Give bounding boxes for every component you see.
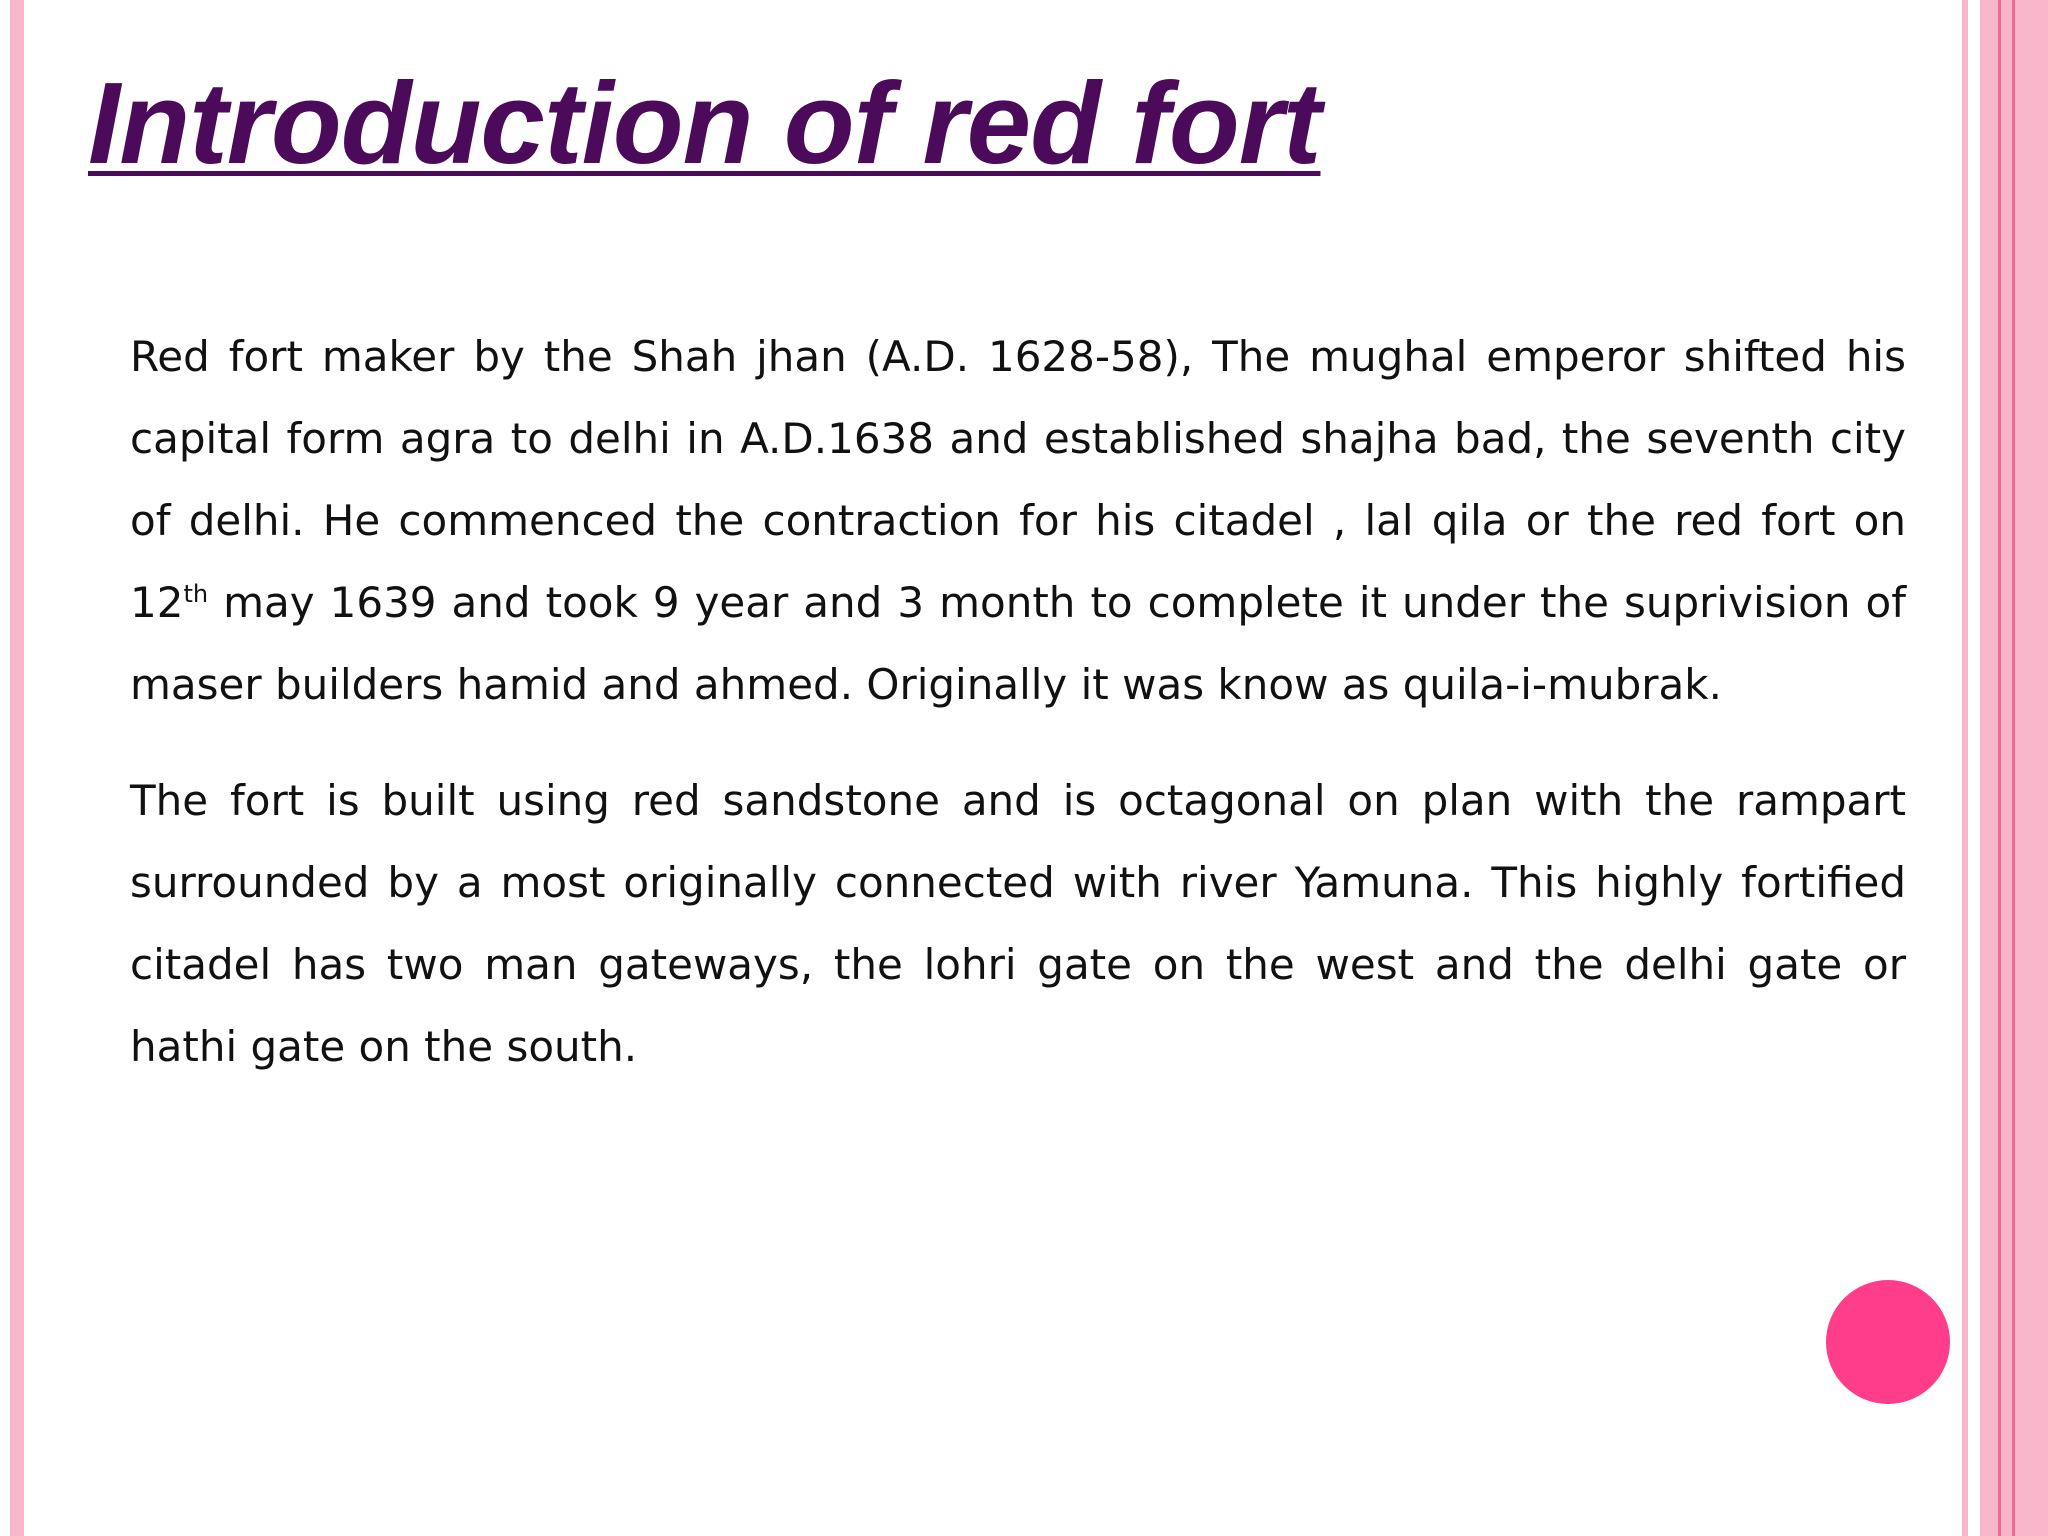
slide-title: Introduction of red fort — [88, 58, 1321, 188]
paragraph-1-text-b: may 1639 and took 9 year and 3 month to complete it under the suprivision of maser builders hamid and ahmed. Originally it was know as quila-i-mubrak. — [130, 578, 1906, 709]
right-border-line — [1962, 0, 1968, 1536]
right-border-stripe — [2012, 0, 2015, 1536]
right-border-stripe — [1998, 0, 2001, 1536]
decorative-circle — [1826, 1280, 1950, 1404]
superscript-th: th — [183, 580, 209, 608]
slide-body — [130, 316, 1906, 1088]
left-border-bar — [10, 0, 24, 1536]
paragraph-1-text-a: Red fort maker by the Shah jhan (A.D. 1628-58), The mughal emperor shifted his capital form agra to delhi in A.D.1638 and established shajha bad, the seventh city of delhi. He commenced the contraction for his citadel , lal qila or the red fort on 12 — [130, 332, 1906, 627]
paragraph-2: The fort is built using red sandstone and is octagonal on plan with the rampart surrounded by a most originally connected with river Yamuna. This highly fortified citadel has two man gateways, the lohri gate on the west and the delhi gate or hathi gate on the south. — [130, 776, 1906, 1071]
paragraph-1 — [130, 316, 1906, 726]
